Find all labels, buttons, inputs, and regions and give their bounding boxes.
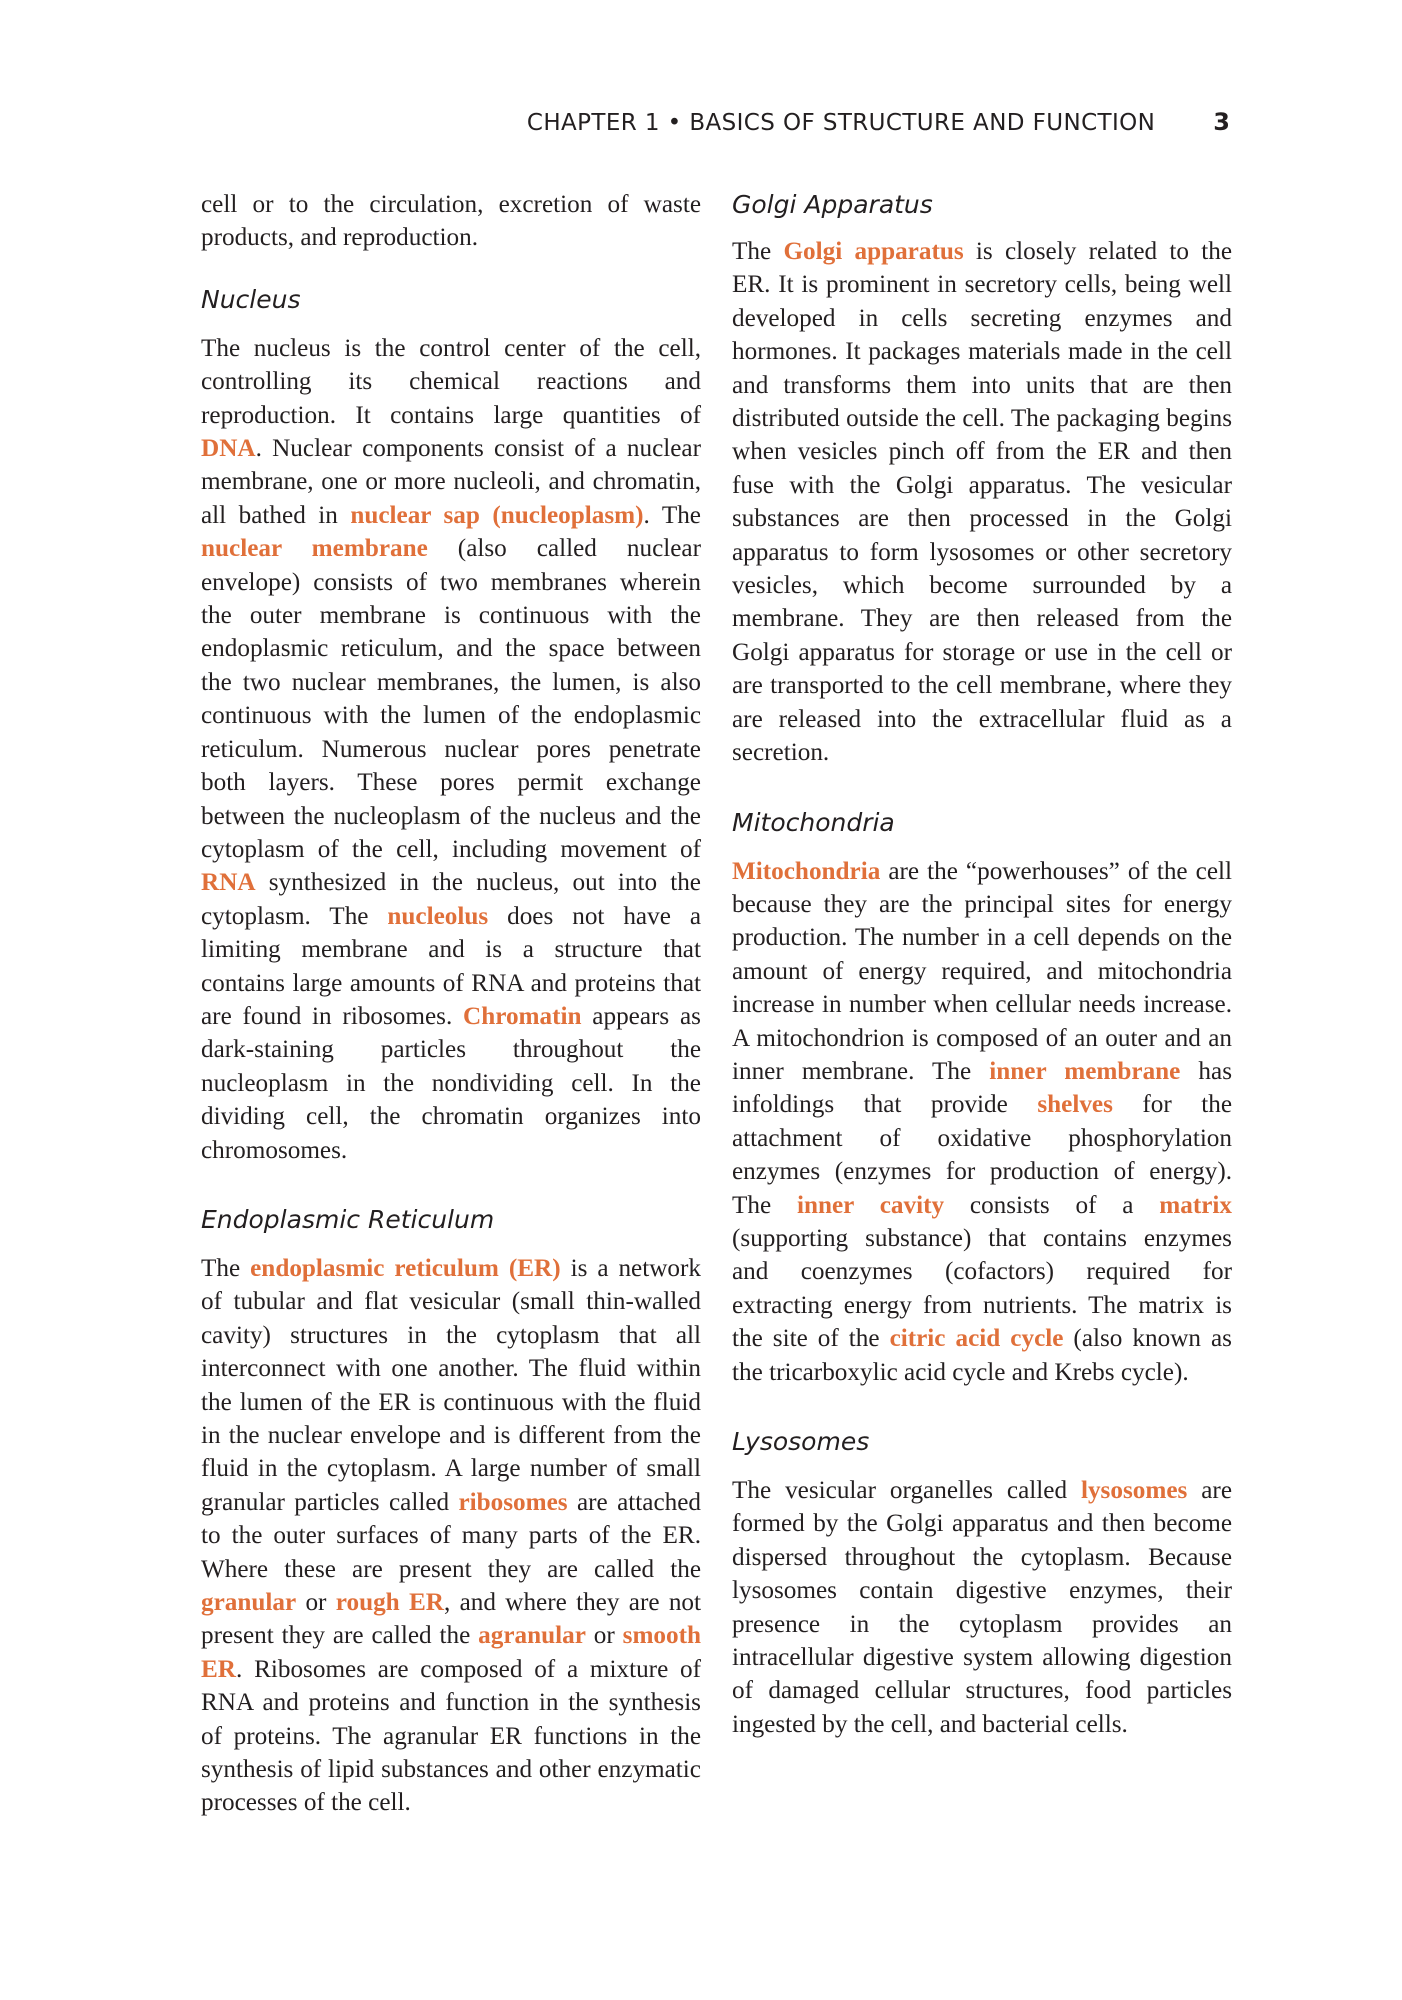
key-term: smooth ER [201,1622,702,1683]
left-column [201,188,701,1820]
key-term: agranular [478,1622,586,1650]
body-text: does not have a limiting membrane and is a structure that contains large amounts of RNA and proteins that are found in ribosomes. [201,902,701,1030]
body-text: synthesized in the nucleus, out into the cytoplasm. The [201,869,701,930]
section-heading-mitochondria: Mitochondria [732,807,895,837]
key-term: Mitochondria [732,857,881,885]
body-text: The vesicular organelles called [732,1477,1081,1504]
body-text: consists of a [944,1191,1160,1219]
body-text: or [585,1622,623,1650]
key-term: nuclear membrane [201,535,428,563]
right-column [732,188,1232,1741]
body-text: is a network of tubular and flat vesicular (small thin-walled cavity) structures in the cytoplasm that all interconnect with one another. The fluid within the lumen of the ER is continuous with the fluid in the nuclear envelope and is different from the fluid in the cytoplasm. A large number of small granular particles called [201,1254,701,1516]
key-term: shelves [1037,1091,1113,1119]
body-text: The [201,1254,251,1282]
section-heading-lysosomes: Lysosomes [732,1427,870,1456]
section-heading-er: Endoplasmic Reticulum [201,1204,495,1234]
body-text: The [732,238,784,265]
body-text: or [296,1589,336,1617]
body-text: . Nuclear components consist of a nuclear membrane, one or more nucleoli, and chromatin, all bathed in [201,435,701,529]
key-term: RNA [201,869,256,897]
key-term: inner cavity [796,1191,945,1219]
intro-paragraph: cell or to the circulation, excretion of waste products, and reproduction. [201,191,701,252]
key-term: nucleolus [387,902,489,930]
key-term: inner membrane [989,1057,1181,1085]
nucleus-paragraph [201,332,701,1167]
body-text: (also known as the tricarboxylic acid cycle and Krebs cycle). [732,1325,1232,1386]
er-paragraph [201,1252,701,1820]
body-text: (supporting substance) that contains enzymes and coenzymes (cofactors) required for extracting energy from nutrients. The matrix is the site of the [732,1224,1232,1353]
golgi-paragraph [732,235,1232,770]
key-term: matrix [1159,1191,1233,1219]
key-term: nuclear sap (nucleoplasm) [350,501,644,529]
body-text: are attached to the outer surfaces of many parts of the ER. Where these are present they are called the [201,1488,701,1583]
page-number: 3 [1213,108,1230,136]
body-text: appears as dark-staining particles throughout the nucleoplasm in the nondividing cell. In the dividing cell, the chromatin organizes into chromosomes. [201,1002,701,1164]
key-term: granular [201,1589,297,1617]
key-term: citric acid cycle [889,1325,1064,1353]
body-text: The nucleus is the control center of the cell, controlling its chemical reactions and reproduction. It contains large quantities of [201,334,701,429]
section-heading-golgi: Golgi Apparatus [732,190,933,219]
key-term: Chromatin [463,1002,582,1030]
body-text: is closely related to the ER. It is prominent in secretory cells, being well developed in cells secreting enzymes and hormones. It packages materials made in the cell and transforms them into units that are then distributed outside the cell. The packaging begins when vesicles pinch off from the ER and then fuse with the Golgi apparatus. The vesicular substances are then processed in the Golgi apparatus to form lysosomes or other secretory vesicles, which become surrounded by a membrane. They are then released from the Golgi apparatus for storage or use in the cell or are transported to the cell membrane, where they are released into the extracellular fluid as a secretion. [732,238,1232,767]
key-term: ribosomes [458,1488,568,1516]
body-text: (also called nuclear envelope) consists of two membranes wherein the outer membrane is continuous with the endoplasmic reticulum, and the space between the two nuclear membranes, the lumen, is also continuous with the lumen of the endoplasmic reticulum. Numerous nuclear pores penetrate both layers. These pores permit exchange between the nucleoplasm of the nucleus and the cytoplasm of the cell, including movement of [201,535,702,863]
running-header [200,108,1230,136]
body-text: . The [643,501,701,529]
key-term: rough ER [335,1589,444,1617]
chapter-title: CHAPTER 1 • BASICS OF STRUCTURE AND FUNCTION [526,110,1156,136]
key-term: lysosomes [1080,1477,1188,1504]
key-term: Golgi apparatus [783,238,964,265]
key-term: endoplasmic reticulum (ER) [250,1254,561,1282]
body-text: , and where they are not present they are called the [201,1589,701,1650]
mitochondria-paragraph [732,855,1232,1390]
section-heading-nucleus: Nucleus [201,284,301,314]
body-text: . Ribosomes are composed of a mixture of RNA and proteins and function in the synthesis of proteins. The agranular ER functions in the synthesis of lipid substances and other enzymatic processes of the cell. [201,1655,701,1817]
key-term: DNA [201,435,256,463]
body-text: are formed by the Golgi apparatus and then become dispersed throughout the cytoplasm. Because lysosomes contain digestive enzymes, their presence in the cytoplasm provides an intracellular digestive system allowing digestion of damaged cellular structures, food particles ingested by the cell, and bacterial cells. [732,1477,1233,1738]
body-text: for the attachment of oxidative phosphorylation enzymes (enzymes for production of energy). The [732,1091,1232,1219]
body-text: has infoldings that provide [732,1057,1233,1119]
lysosomes-paragraph [732,1474,1232,1741]
body-text: are the “powerhouses” of the cell because they are the principal sites for energy production. The number in a cell depends on the amount of energy required, and mitochondria increase in number when cellular needs increase. A mitochondrion is composed of an outer and an inner membrane. The [732,857,1232,1085]
